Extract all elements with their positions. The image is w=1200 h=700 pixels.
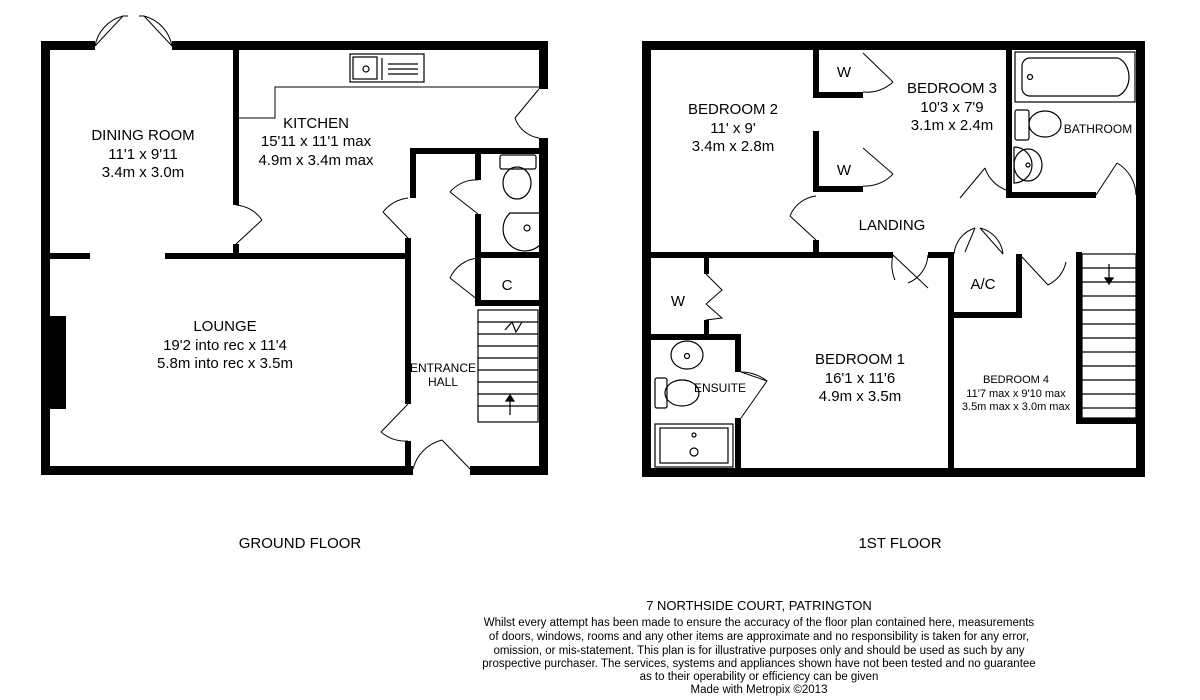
entrance-hall-line2: HALL: [427, 375, 459, 389]
ground-floor-plan: [41, 16, 548, 475]
bedroom-3-dim-metric: 3.1m x 2.4m: [910, 117, 994, 134]
bedroom-4-name: BEDROOM 4: [982, 374, 1050, 386]
basin-icon: [1014, 147, 1042, 183]
ground-floor-labels: [91, 115, 512, 389]
bath-icon: [1015, 52, 1135, 102]
bedroom-1-dim-metric: 4.9m x 3.5m: [818, 388, 902, 405]
first-floor-title: 1ST FLOOR: [858, 535, 942, 552]
landing-label: LANDING: [858, 217, 926, 234]
shower-icon: [655, 424, 733, 467]
bedroom-2-dim-metric: 3.4m x 2.8m: [691, 138, 775, 155]
disclaimer-line-2: of doors, windows, rooms and any other items are approximate and no responsibility is taken for any error,: [488, 631, 1030, 643]
property-address: 7 NORTHSIDE COURT, PATRINGTON: [646, 598, 872, 613]
bedroom-1-dim-imperial: 16'1 x 11'6: [824, 370, 896, 387]
cupboard-label: C: [501, 277, 513, 294]
lounge-dim-imperial: 19'2 into rec x 11'4: [163, 337, 287, 354]
bedroom-1-name: BEDROOM 1: [814, 351, 906, 368]
bathroom-label: BATHROOM: [1063, 122, 1133, 136]
stairs-ground: [478, 310, 538, 422]
basin-icon: [503, 213, 540, 251]
bedroom-2-dim-imperial: 11' x 9': [710, 120, 756, 137]
bedroom-4-dim-imperial: 11'7 max x 9'10 max: [966, 388, 1066, 400]
bedroom-2-name: BEDROOM 2: [687, 101, 779, 118]
floor-titles: [239, 535, 942, 552]
wardrobe-label-b1: W: [670, 293, 686, 310]
stairs-first: [1082, 254, 1136, 418]
sink-icon: [350, 54, 424, 82]
dining-room-dim-imperial: 11'1 x 9'11: [108, 146, 178, 163]
french-doors: [95, 16, 172, 46]
metropix-credit: Made with Metropix ©2013: [690, 684, 828, 696]
dining-room-name: DINING ROOM: [91, 127, 195, 144]
kitchen-dim-imperial: 15'11 x 11'1 max: [260, 133, 372, 150]
bedroom-3-name: BEDROOM 3: [906, 80, 998, 97]
lounge-dim-metric: 5.8m into rec x 3.5m: [157, 355, 293, 372]
disclaimer-line-5: as to their operability or efficiency can be given: [639, 671, 879, 683]
lounge-name: LOUNGE: [193, 318, 257, 335]
ensuite-basin-icon: [671, 341, 703, 369]
kitchen-name: KITCHEN: [283, 115, 349, 132]
kitchen-dim-metric: 4.9m x 3.4m max: [258, 152, 374, 169]
bedroom-4-dim-metric: 3.5m max x 3.0m max: [961, 401, 1071, 413]
toilet-icon: [1015, 110, 1061, 140]
dining-room-dim-metric: 3.4m x 3.0m: [101, 164, 185, 181]
wardrobe-label-b3-bottom: W: [836, 162, 852, 179]
disclaimer-line-3: omission, or mis-statement. This plan is for illustrative purposes only and should be used as such by any: [493, 645, 1025, 657]
bedroom-3-dim-imperial: 10'3 x 7'9: [920, 99, 984, 116]
kitchen-worktop: [239, 87, 539, 118]
footer: [482, 598, 1035, 696]
airing-cupboard-label: A/C: [970, 276, 996, 293]
ensuite-label: ENSUITE: [693, 381, 747, 395]
ground-floor-title: GROUND FLOOR: [238, 535, 362, 552]
wardrobe-label-b3-top: W: [836, 64, 852, 81]
entrance-hall-line1: ENTRANCE: [409, 361, 477, 375]
ensuite-toilet-icon: [655, 378, 699, 408]
disclaimer-line-1: Whilst every attempt has been made to ensure the accuracy of the floor plan contained here, measurements: [483, 617, 1035, 629]
disclaimer-line-4: prospective purchaser. The services, systems and appliances shown have not been tested and no guarantee: [482, 658, 1036, 670]
toilet-icon: [500, 155, 536, 199]
